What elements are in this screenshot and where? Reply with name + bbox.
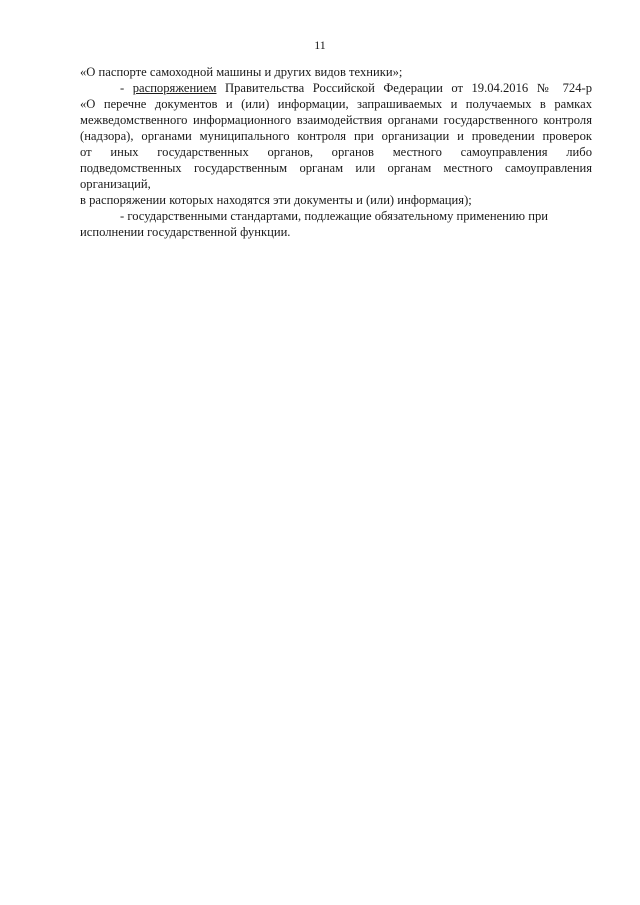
bullet-dash: -	[120, 81, 133, 95]
text-line: - государственными стандартами, подлежащие обязательному применению при	[120, 209, 548, 223]
text-line	[80, 80, 592, 96]
text-line: исполнении государственной функции.	[80, 225, 291, 239]
text-line: подведомственных государственным органам или органам местного самоуправления	[80, 161, 592, 175]
text-line: организаций,	[80, 177, 151, 191]
page-number: 11	[314, 38, 326, 52]
text-line: «О перечне документов и (или) информации, запрашиваемых и получаемых в рамках	[80, 97, 592, 111]
text-line-rest: Правительства Российской Федерации от 19.04.2016 № 724-р	[216, 81, 592, 95]
link-rasporyazheniem[interactable]: распоряжением	[132, 81, 217, 95]
text-line: (надзора), органами муниципального контроля при организации и проведении проверок	[80, 129, 592, 143]
text-line: в распоряжении которых находятся эти документы и (или) информация);	[80, 193, 472, 207]
text-line: межведомственного информационного взаимодействия органами государственного контроля	[80, 113, 592, 127]
text-line: от иных государственных органов, органов местного самоуправления либо	[80, 145, 592, 159]
text-line: «О паспорте самоходной машины и других видов техники»;	[80, 65, 403, 79]
document-body	[80, 64, 592, 240]
